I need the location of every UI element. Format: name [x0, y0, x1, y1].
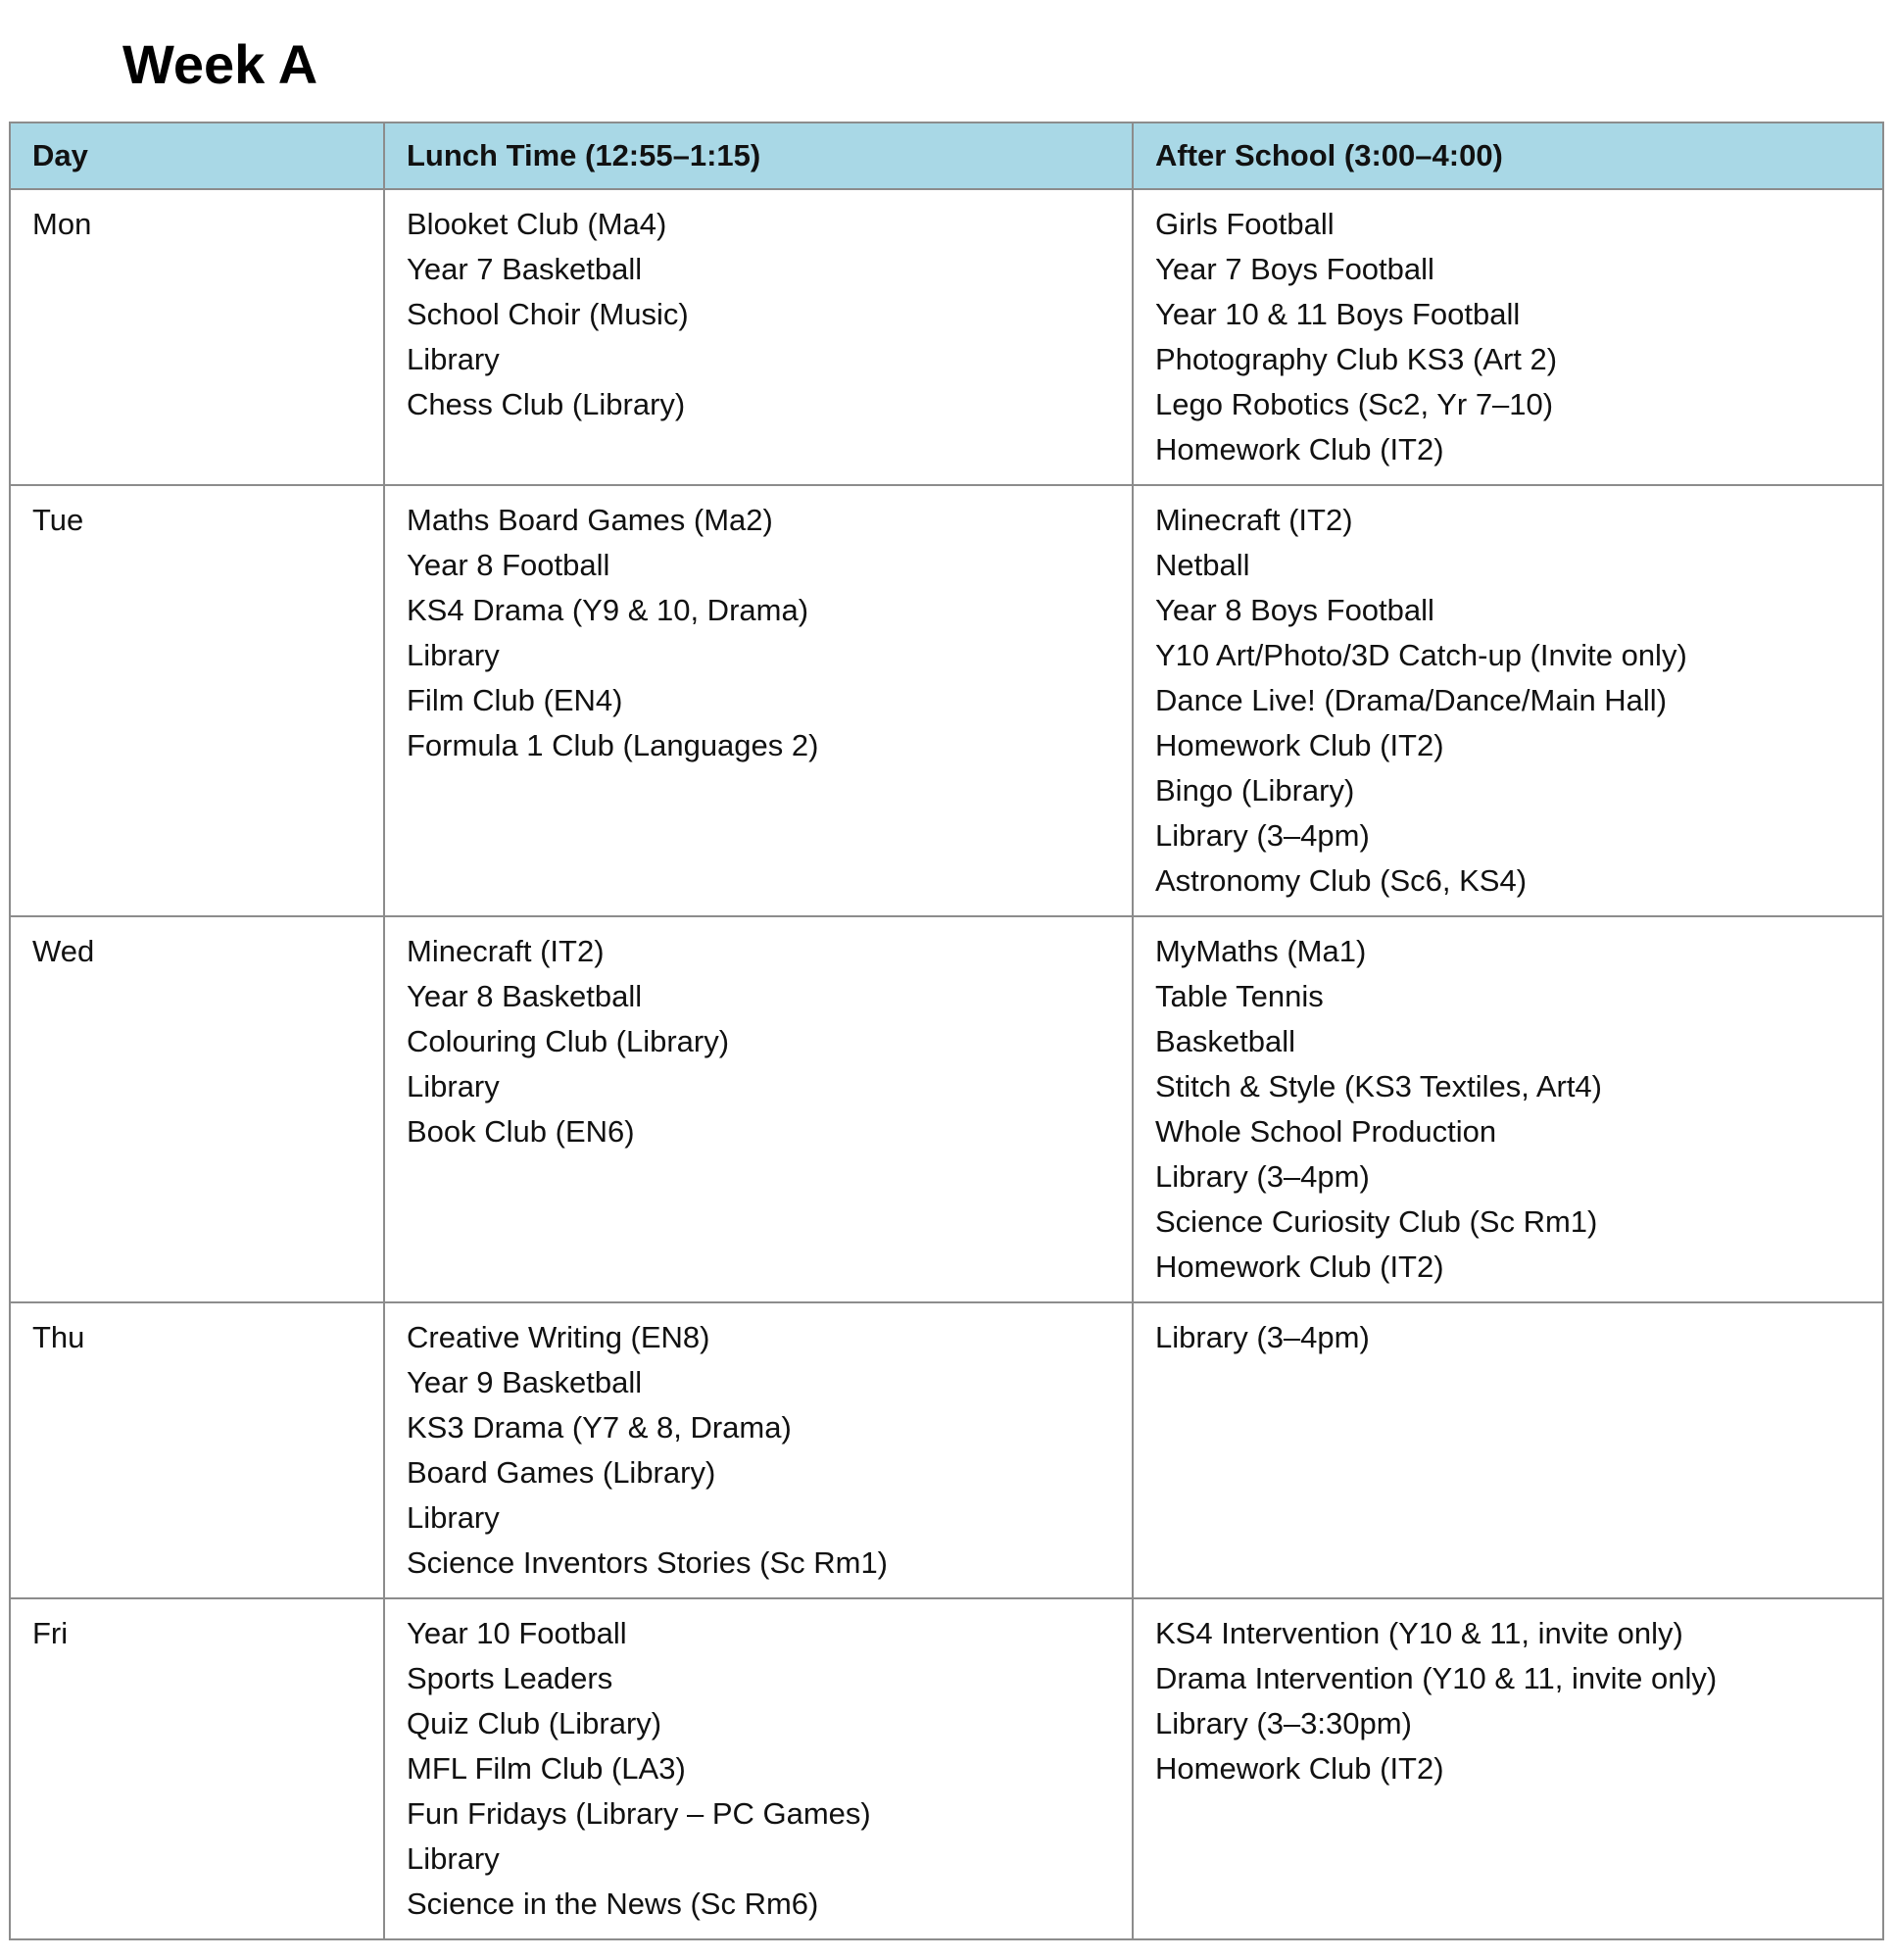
activity-item: Minecraft (IT2) — [1155, 503, 1353, 537]
activity-item: Drama Intervention (Y10 & 11, invite only) — [1155, 1661, 1718, 1695]
after-school-column-header: After School (3:00–4:00) — [1133, 122, 1883, 189]
activity-item: Library — [407, 1069, 500, 1103]
day-cell: Tue — [10, 485, 384, 916]
activity-item: KS4 Drama (Y9 & 10, Drama) — [407, 593, 809, 627]
activity-item: Library (3–4pm) — [1155, 1320, 1370, 1354]
activity-item: Colouring Club (Library) — [407, 1024, 730, 1058]
lunch-activities-cell — [384, 1302, 1133, 1598]
activity-item: Library — [407, 638, 500, 672]
activity-item: Homework Club (IT2) — [1155, 1250, 1444, 1284]
activity-item: Year 8 Basketball — [407, 979, 643, 1013]
activity-item: Library (3–4pm) — [1155, 818, 1370, 853]
activity-item: MFL Film Club (LA3) — [407, 1751, 686, 1786]
activity-item: Science Curiosity Club (Sc Rm1) — [1155, 1204, 1598, 1239]
page-title: Week A — [122, 33, 318, 95]
activity-item: Girls Football — [1155, 207, 1335, 241]
activity-item: Book Club (EN6) — [407, 1114, 635, 1149]
day-cell: Wed — [10, 916, 384, 1302]
activity-item: Basketball — [1155, 1024, 1296, 1058]
lunch-activities-cell — [384, 1598, 1133, 1939]
activity-item: Table Tennis — [1155, 979, 1324, 1013]
day-cell: Thu — [10, 1302, 384, 1598]
activity-item: KS3 Drama (Y7 & 8, Drama) — [407, 1410, 792, 1445]
day-cell: Fri — [10, 1598, 384, 1939]
activity-item: Quiz Club (Library) — [407, 1706, 662, 1740]
activity-item: MyMaths (Ma1) — [1155, 934, 1367, 968]
activity-item: Maths Board Games (Ma2) — [407, 503, 773, 537]
activity-item: School Choir (Music) — [407, 297, 689, 331]
table-row — [10, 916, 1883, 1302]
activity-item: Year 7 Basketball — [407, 252, 643, 286]
activity-item: Library (3–3:30pm) — [1155, 1706, 1412, 1740]
lunch-column-header: Lunch Time (12:55–1:15) — [384, 122, 1133, 189]
activity-item: Science in the News (Sc Rm6) — [407, 1886, 819, 1921]
activity-item: Netball — [1155, 548, 1250, 582]
after-school-activities-cell — [1133, 1598, 1883, 1939]
day-cell: Mon — [10, 189, 384, 485]
activity-item: Library — [407, 1500, 500, 1535]
lunch-activities-cell — [384, 485, 1133, 916]
activity-item: Year 9 Basketball — [407, 1365, 643, 1399]
activity-item: Science Inventors Stories (Sc Rm1) — [407, 1545, 889, 1580]
activity-item: Chess Club (Library) — [407, 387, 686, 421]
activity-item: Homework Club (IT2) — [1155, 1751, 1444, 1786]
table-row — [10, 1302, 1883, 1598]
activity-item: Library — [407, 342, 500, 376]
activity-item: Creative Writing (EN8) — [407, 1320, 710, 1354]
lunch-activities-cell — [384, 916, 1133, 1302]
activity-item: Homework Club (IT2) — [1155, 728, 1444, 762]
activity-item: Board Games (Library) — [407, 1455, 716, 1490]
after-school-activities-cell — [1133, 916, 1883, 1302]
activity-item: Year 8 Football — [407, 548, 610, 582]
activity-item: Whole School Production — [1155, 1114, 1497, 1149]
activity-item: Dance Live! (Drama/Dance/Main Hall) — [1155, 683, 1668, 717]
after-school-activities-cell — [1133, 189, 1883, 485]
timetable-body — [10, 189, 1883, 1939]
activity-item: Blooket Club (Ma4) — [407, 207, 667, 241]
activity-item: Y10 Art/Photo/3D Catch-up (Invite only) — [1155, 638, 1687, 672]
activity-item: Bingo (Library) — [1155, 773, 1355, 808]
activity-item: Library (3–4pm) — [1155, 1159, 1370, 1194]
timetable — [9, 122, 1884, 1940]
activity-item: Homework Club (IT2) — [1155, 432, 1444, 466]
activity-item: Fun Fridays (Library – PC Games) — [407, 1796, 871, 1831]
after-school-activities-cell — [1133, 1302, 1883, 1598]
lunch-activities-cell — [384, 189, 1133, 485]
activity-item: Minecraft (IT2) — [407, 934, 605, 968]
activity-item: Year 10 Football — [407, 1616, 627, 1650]
activity-item: KS4 Intervention (Y10 & 11, invite only) — [1155, 1616, 1683, 1650]
activity-item: Library — [407, 1841, 500, 1876]
activity-item: Film Club (EN4) — [407, 683, 623, 717]
table-row — [10, 1598, 1883, 1939]
activity-item: Year 7 Boys Football — [1155, 252, 1434, 286]
activity-item: Lego Robotics (Sc2, Yr 7–10) — [1155, 387, 1554, 421]
table-row — [10, 485, 1883, 916]
table-row — [10, 189, 1883, 485]
activity-item: Formula 1 Club (Languages 2) — [407, 728, 819, 762]
activity-item: Photography Club KS3 (Art 2) — [1155, 342, 1558, 376]
activity-item: Sports Leaders — [407, 1661, 613, 1695]
activity-item: Stitch & Style (KS3 Textiles, Art4) — [1155, 1069, 1602, 1103]
activity-item: Year 10 & 11 Boys Football — [1155, 297, 1521, 331]
activity-item: Year 8 Boys Football — [1155, 593, 1434, 627]
after-school-activities-cell — [1133, 485, 1883, 916]
activity-item: Astronomy Club (Sc6, KS4) — [1155, 863, 1528, 898]
header-row — [10, 122, 1883, 189]
day-column-header: Day — [10, 122, 384, 189]
